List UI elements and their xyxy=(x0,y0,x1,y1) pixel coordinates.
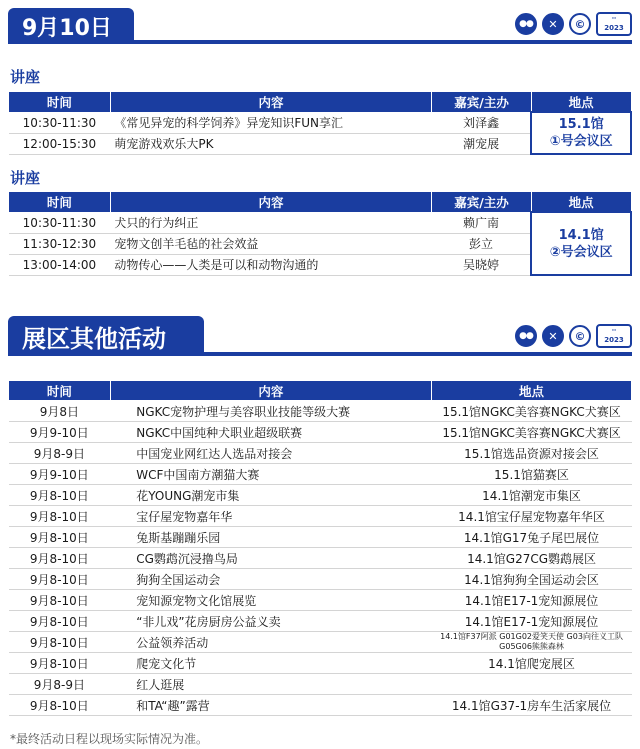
header-underline xyxy=(8,40,632,44)
col-guest: 嘉宾/主办 xyxy=(432,192,532,213)
row-time: 10:30-11:30 xyxy=(9,112,111,133)
row-content: 宠知源宠物文化馆展览 xyxy=(110,590,431,611)
row-time: 9月8-10日 xyxy=(9,611,111,632)
row-time: 9月8-10日 xyxy=(9,653,111,674)
activities-table xyxy=(8,380,632,716)
table-header-row xyxy=(9,381,632,401)
row-location: 14.1馆爬宠展区 xyxy=(432,653,632,674)
row-content: 宠物文创羊毛毡的社会效益 xyxy=(110,233,431,254)
table-header-row xyxy=(9,92,632,113)
row-content: 兔斯基蹦蹦乐园 xyxy=(110,527,431,548)
row-time: 10:30-11:30 xyxy=(9,212,111,233)
row-content: 萌宠游戏欢乐大PK xyxy=(110,133,431,154)
col-content: 内容 xyxy=(110,92,431,113)
table-row xyxy=(9,632,632,653)
speech-2023-icon: '' 2023 xyxy=(596,12,632,36)
row-time: 9月8-9日 xyxy=(9,674,111,695)
table-row xyxy=(9,548,632,569)
row-location: 14.1馆狗狗全国运动会区 xyxy=(432,569,632,590)
col-time: 时间 xyxy=(9,92,111,113)
col-content: 内容 xyxy=(110,192,431,213)
row-content: NGKC中国纯种犬职业超级联赛 xyxy=(110,422,431,443)
table-row xyxy=(9,212,632,233)
row-time: 9月8-10日 xyxy=(9,590,111,611)
row-location: 14.1馆F37阿派 G01G02爱笑天使 G03向往义工队 G05G06熊熊森林 xyxy=(432,632,632,653)
col-time: 时间 xyxy=(9,192,111,213)
row-location xyxy=(432,674,632,695)
row-time: 9月8-10日 xyxy=(9,695,111,716)
row-content: “非儿戏”花房厨房公益义卖 xyxy=(110,611,431,632)
row-guest: 潮宠展 xyxy=(432,133,532,154)
row-location: 14.1馆E17-1宠知源展位 xyxy=(432,611,632,632)
table-row xyxy=(9,527,632,548)
table-row xyxy=(9,422,632,443)
lecture-title-2: 讲座 xyxy=(10,169,41,187)
col-guest: 嘉宾/主办 xyxy=(432,92,532,113)
row-content: 公益领养活动 xyxy=(110,632,431,653)
badge-year: 2023 xyxy=(604,336,624,344)
row-time: 13:00-14:00 xyxy=(9,254,111,275)
row-time: 9月8-10日 xyxy=(9,506,111,527)
row-time: 9月8-10日 xyxy=(9,485,111,506)
footnote: *最终活动日程以现场实际情况为准。 xyxy=(10,732,209,746)
row-guest: 彭立 xyxy=(432,233,532,254)
row-time: 11:30-12:30 xyxy=(9,233,111,254)
row-content: NGKC宠物护理与美容职业技能等级大赛 xyxy=(110,401,431,422)
row-content: 和TA“趣”露营 xyxy=(110,695,431,716)
activities-header xyxy=(8,316,632,356)
row-content: 《常见异宠的科学饲养》异宠知识FUN享汇 xyxy=(110,112,431,133)
row-content: 犬只的行为纠正 xyxy=(110,212,431,233)
table-row xyxy=(9,590,632,611)
col-location: 地点 xyxy=(531,192,631,213)
col-location: 地点 xyxy=(432,381,632,401)
row-guest: 刘泽鑫 xyxy=(432,112,532,133)
row-location: 14.1馆G17兔子尾巴展位 xyxy=(432,527,632,548)
date-header xyxy=(8,8,632,44)
row-time: 9月8-10日 xyxy=(9,632,111,653)
row-location: 15.1馆NGKC美容赛NGKC犬赛区 xyxy=(432,422,632,443)
row-time: 9月8日 xyxy=(9,401,111,422)
lecture-table-2 xyxy=(8,191,632,276)
row-location: 15.1馆猫赛区 xyxy=(432,464,632,485)
table-row xyxy=(9,112,632,133)
row-content: 红人逛展 xyxy=(110,674,431,695)
row-content: 宝仔屋宠物嘉年华 xyxy=(110,506,431,527)
row-location: 14.1馆潮宠市集区 xyxy=(432,485,632,506)
table-row xyxy=(9,464,632,485)
location-room: ②号会议区 xyxy=(549,244,613,260)
col-content: 内容 xyxy=(110,381,431,401)
row-time: 12:00-15:30 xyxy=(9,133,111,154)
header-underline xyxy=(8,352,632,356)
row-location: 14.1馆G27CG鹦鹉展区 xyxy=(432,548,632,569)
close-icon: ✕ xyxy=(542,13,564,35)
row-time: 9月9-10日 xyxy=(9,464,111,485)
col-location: 地点 xyxy=(531,92,631,113)
table-row xyxy=(9,653,632,674)
col-time: 时间 xyxy=(9,381,111,401)
table-row xyxy=(9,506,632,527)
location-cell xyxy=(531,212,631,275)
activities-title: 展区其他活动 xyxy=(8,316,204,356)
row-time: 9月8-10日 xyxy=(9,569,111,590)
row-time: 9月8-10日 xyxy=(9,548,111,569)
table-row xyxy=(9,569,632,590)
window-icons xyxy=(515,324,632,348)
table-row xyxy=(9,443,632,464)
table-row xyxy=(9,401,632,422)
row-guest: 赖广南 xyxy=(432,212,532,233)
table-header-row xyxy=(9,192,632,213)
row-content: 爬宠文化节 xyxy=(110,653,431,674)
speech-2023-icon: '' 2023 xyxy=(596,324,632,348)
copyright-icon: © xyxy=(569,13,591,35)
badge-year: 2023 xyxy=(604,24,624,32)
row-content: WCF中国南方潮猫大赛 xyxy=(110,464,431,485)
table-row xyxy=(9,674,632,695)
row-content: 花YOUNG潮宠市集 xyxy=(110,485,431,506)
copyright-icon: © xyxy=(569,325,591,347)
row-time: 9月8-10日 xyxy=(9,527,111,548)
row-time: 9月9-10日 xyxy=(9,422,111,443)
row-content: CG鹦鹉沉浸撸鸟局 xyxy=(110,548,431,569)
location-room: ①号会议区 xyxy=(549,134,613,149)
date-title: 9月10日 xyxy=(8,8,134,44)
location-hall: 15.1馆 xyxy=(558,117,604,132)
row-guest: 吴晓婷 xyxy=(432,254,532,275)
row-location: 14.1馆G37-1房车生活家展位 xyxy=(432,695,632,716)
eyes-icon: ●● xyxy=(515,325,537,347)
window-icons xyxy=(515,12,632,36)
row-location: 15.1馆选品资源对接会区 xyxy=(432,443,632,464)
row-location: 14.1馆E17-1宠知源展位 xyxy=(432,590,632,611)
table-row xyxy=(9,611,632,632)
row-location: 14.1馆宝仔屋宠物嘉年华区 xyxy=(432,506,632,527)
table-row xyxy=(9,695,632,716)
row-location: 15.1馆NGKC美容赛NGKC犬赛区 xyxy=(432,401,632,422)
lecture-title-1: 讲座 xyxy=(10,68,41,86)
table-row xyxy=(9,485,632,506)
row-content: 中国宠业网红达人选品对接会 xyxy=(110,443,431,464)
location-cell xyxy=(531,112,631,154)
eyes-icon: ●● xyxy=(515,13,537,35)
row-content: 狗狗全国运动会 xyxy=(110,569,431,590)
location-hall: 14.1馆 xyxy=(558,227,604,243)
row-time: 9月8-9日 xyxy=(9,443,111,464)
lecture-table-1 xyxy=(8,91,632,155)
close-icon: ✕ xyxy=(542,325,564,347)
row-content: 动物传心——人类是可以和动物沟通的 xyxy=(110,254,431,275)
